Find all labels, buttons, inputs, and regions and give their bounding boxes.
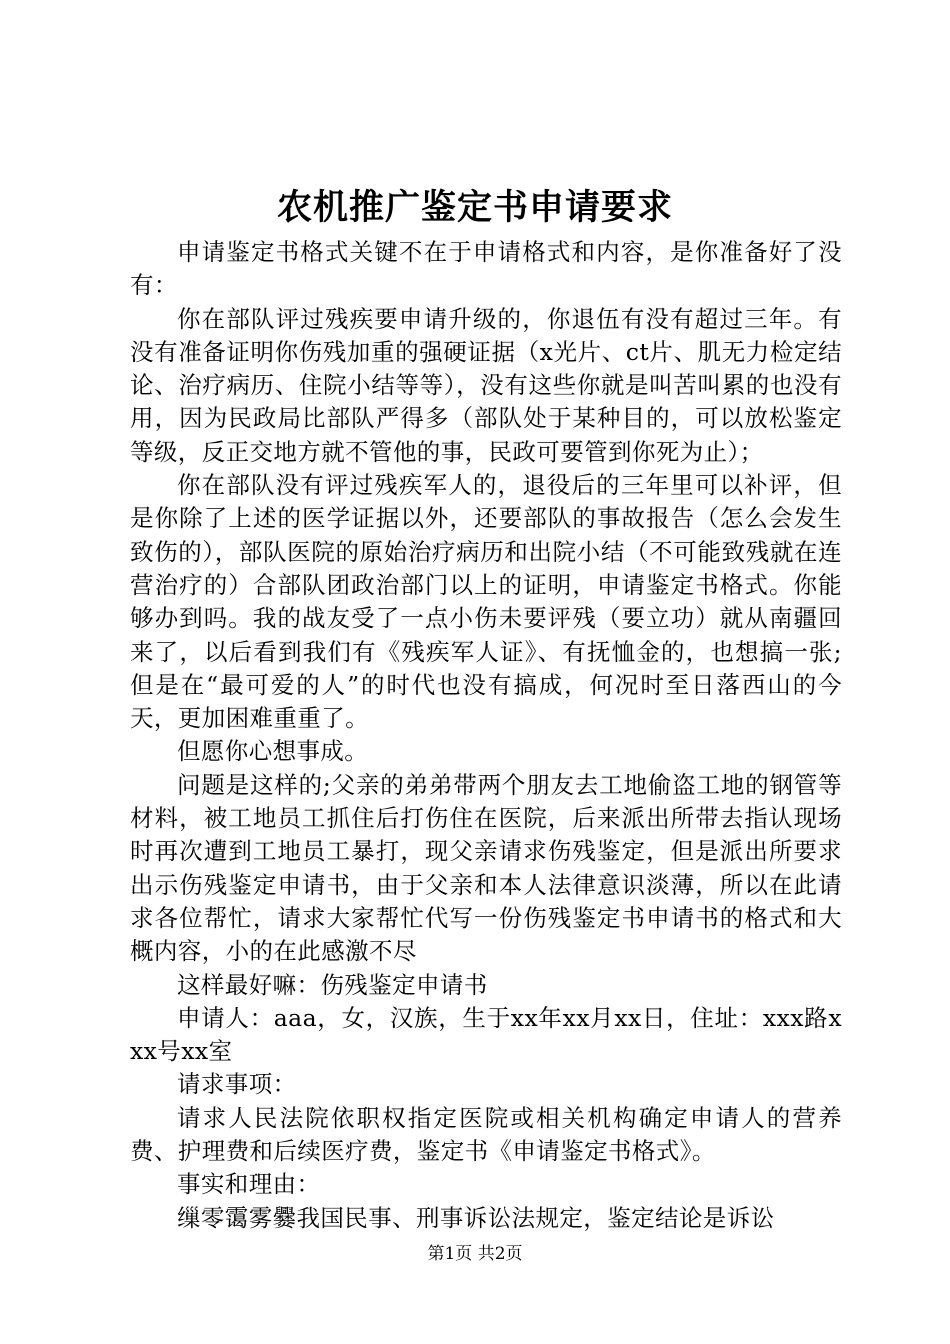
paragraph: 问题是这样的;父亲的弟弟带两个朋友去工地偷盗工地的钢管等材料，被工地员工抓住后打伤住在医院，后来派出所带去指认现场时再次遭到工地员工暴打，现父亲请求伤残鉴定，但是派出所要求出示伤残鉴定申请书，由于父亲和本人法律意识淡薄，所以在此请求各位帮忙，请求大家帮忙代写一份伤残鉴定书申请书的格式和大概内容，小的在此感激不尽 — [130, 770, 842, 966]
page-footer: 第1页 共2页 — [427, 1244, 523, 1264]
paragraph: 缫零霭雾爨我国民事、刑事诉讼法规定，鉴定结论是诉讼 — [177, 1203, 775, 1232]
paragraph: 这样最好嘛：伤残鉴定申请书 — [177, 970, 488, 999]
paragraph: 申请人：aaa，女，汉族，生于xx年xx月xx日，住址：xxx路xxx号xx室 — [130, 1003, 842, 1066]
paragraph: 请求人民法院依职权指定医院或相关机构确定申请人的营养费、护理费和后续医疗费，鉴定书《申请鉴定书格式》。 — [130, 1103, 842, 1166]
paragraph: 你在部队评过残疾要申请升级的，你退伍有没有超过三年。有没有准备证明你伤残加重的强硬证据（x光片、ct片、肌无力检定结论、治疗病历、住院小结等等），没有这些你就是叫苦叫累的也没有用，因为民政局比部队严得多（部队处于某种目的，可以放松鉴定等级，反正交地方就不管他的事，民政可要管到你死为止）； — [130, 304, 842, 466]
paragraph: 申请鉴定书格式关键不在于申请格式和内容，是你准备好了没有： — [130, 238, 842, 300]
paragraph: 事实和理由： — [177, 1170, 321, 1199]
paragraph: 你在部队没有评过残疾军人的，退役后的三年里可以补评，但是你除了上述的医学证据以外，还要部队的事故报告（怎么会发生致伤的），部队医院的原始治疗病历和出院小结（不可能致残就在连营治疗的）合部队团政治部门以上的证明，申请鉴定书格式。你能够办到吗。我的战友受了一点小伤未要评残（要立功）就从南疆回来了，以后看到我们有《残疾军人证》、有抚恤金的，也想搞一张;但是在“最可爱的人”的时代也没有搞成，何况时至日落西山的今天，更加困难重重了。 — [130, 471, 842, 733]
paragraph: 请求事项： — [177, 1070, 297, 1099]
paragraph: 但愿你心想事成。 — [177, 737, 369, 766]
document-title: 农机推广鉴定书申请要求 — [276, 187, 673, 228]
document-body — [130, 236, 842, 1235]
